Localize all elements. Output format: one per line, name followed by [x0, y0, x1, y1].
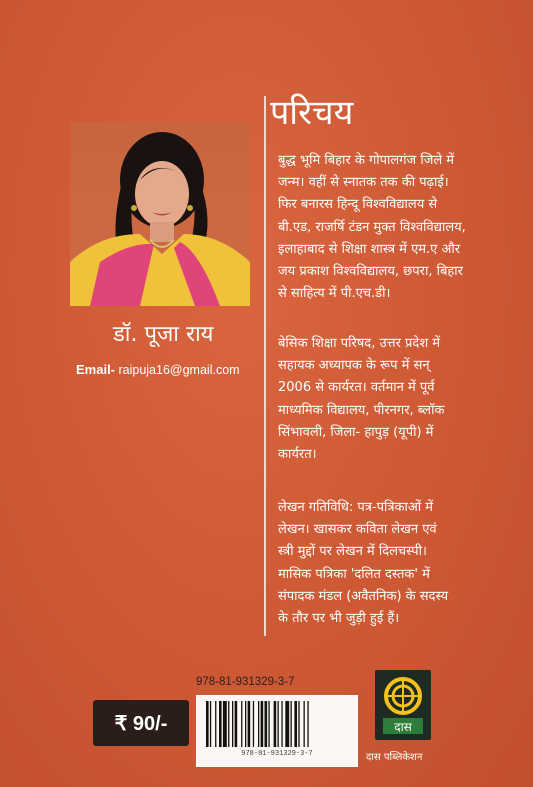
barcode-bar	[235, 701, 238, 747]
paragraph-line: जय प्रकाश विश्वविद्यालय, छपरा, बिहार	[278, 264, 463, 280]
paragraph-line: बेसिक शिक्षा परिषद, उत्तर प्रदेश में	[278, 336, 441, 351]
paragraph-line: इलाहाबाद से शिक्षा शास्त्र में एम.ए और	[278, 241, 461, 257]
barcode-bar	[248, 701, 251, 747]
publisher-logo	[375, 670, 431, 740]
barcode-bar	[268, 701, 269, 747]
paragraph-line: लेखन गतिविधि: पत्र-पत्रिकाओं में	[278, 500, 434, 515]
paragraph-line: के तौर पर भी जुड़ी हुई हैं।	[278, 611, 400, 627]
barcode-bar	[241, 701, 242, 747]
intro-paragraph-1	[278, 150, 488, 305]
barcode-bar	[265, 701, 268, 747]
barcode-bar	[285, 701, 289, 747]
intro-paragraph-3	[278, 497, 488, 630]
email-label: Email-	[76, 362, 116, 377]
paragraph-line: माध्यमिक विद्यालय, पीरनगर, ब्लॉक	[278, 402, 445, 418]
paragraph-line: मासिक पत्रिका 'दलित दस्तक' में	[278, 566, 430, 582]
barcode-bar	[219, 701, 222, 747]
barcode-bar	[253, 701, 254, 747]
barcode-bar	[232, 701, 233, 747]
barcode-bar	[215, 701, 216, 747]
paragraph-line: फिर बनारस हिन्दू विश्वविद्यालय से	[278, 197, 438, 213]
paragraph-line: सिंभावली, जिला- हापुड़ (यूपी) में	[278, 424, 434, 440]
paragraph-line: संपादक मंडल (अवैतनिक) के सदस्य	[278, 588, 449, 604]
paragraph-line: लेखन। खासकर कविता लेखन एवं	[278, 522, 437, 538]
email-value: raipuja16@gmail.com	[115, 363, 240, 377]
vertical-divider	[264, 96, 266, 636]
paragraph-line: से साहित्य में पी.एच.डी।	[278, 286, 391, 302]
paragraph-line: बुद्ध भूमि बिहार के गोपालगंज जिले में	[278, 153, 455, 168]
barcode-bar	[274, 701, 277, 747]
paragraph-line: बी.एड, राजर्षि टंडन मुक्त विश्वविद्यालय,	[278, 219, 466, 235]
publisher-name: दास पब्लिकेशन	[366, 752, 423, 763]
intro-paragraph-2	[278, 333, 488, 466]
barcode-bar	[278, 701, 279, 747]
paragraph-line: स्त्री मुद्दों पर लेखन में दिलचस्पी।	[278, 544, 427, 560]
barcode-bar	[245, 701, 246, 747]
barcode-bar	[294, 701, 297, 747]
paragraph-line: 2006 से कार्यरत। वर्तमान में पूर्व	[278, 380, 435, 396]
barcode-bars	[202, 701, 352, 749]
paragraph-line: जन्म। वहीं से स्नातक तक की पढ़ाई।	[278, 175, 449, 191]
isbn-under-barcode: 978-81-931329-3-7	[241, 750, 313, 758]
author-photo	[70, 122, 250, 306]
barcode-bar	[307, 701, 308, 747]
barcode-bar	[304, 701, 305, 747]
barcode-bar	[281, 701, 282, 747]
barcode-bar	[228, 701, 229, 747]
barcode-bar	[291, 701, 292, 747]
isbn-label: 978-81-931329-3-7	[196, 676, 295, 688]
barcode-bar	[210, 701, 211, 747]
paragraph-line: कार्यरत।	[278, 447, 317, 463]
author-email	[76, 362, 240, 377]
barcode-bar	[223, 701, 227, 747]
paragraph-line: सहायक अध्यापक के रूप में सन्	[278, 358, 430, 374]
author-name: डॉ. पूजा राय	[113, 322, 214, 347]
barcode-bar	[258, 701, 259, 747]
logo-text: दास	[394, 720, 412, 734]
price-tag: ₹ 90/-	[93, 700, 189, 746]
barcode-bar	[206, 701, 209, 747]
intro-title: परिचय	[270, 93, 354, 133]
barcode-bar	[261, 701, 264, 747]
barcode-bar	[298, 701, 299, 747]
barcode	[196, 695, 358, 767]
